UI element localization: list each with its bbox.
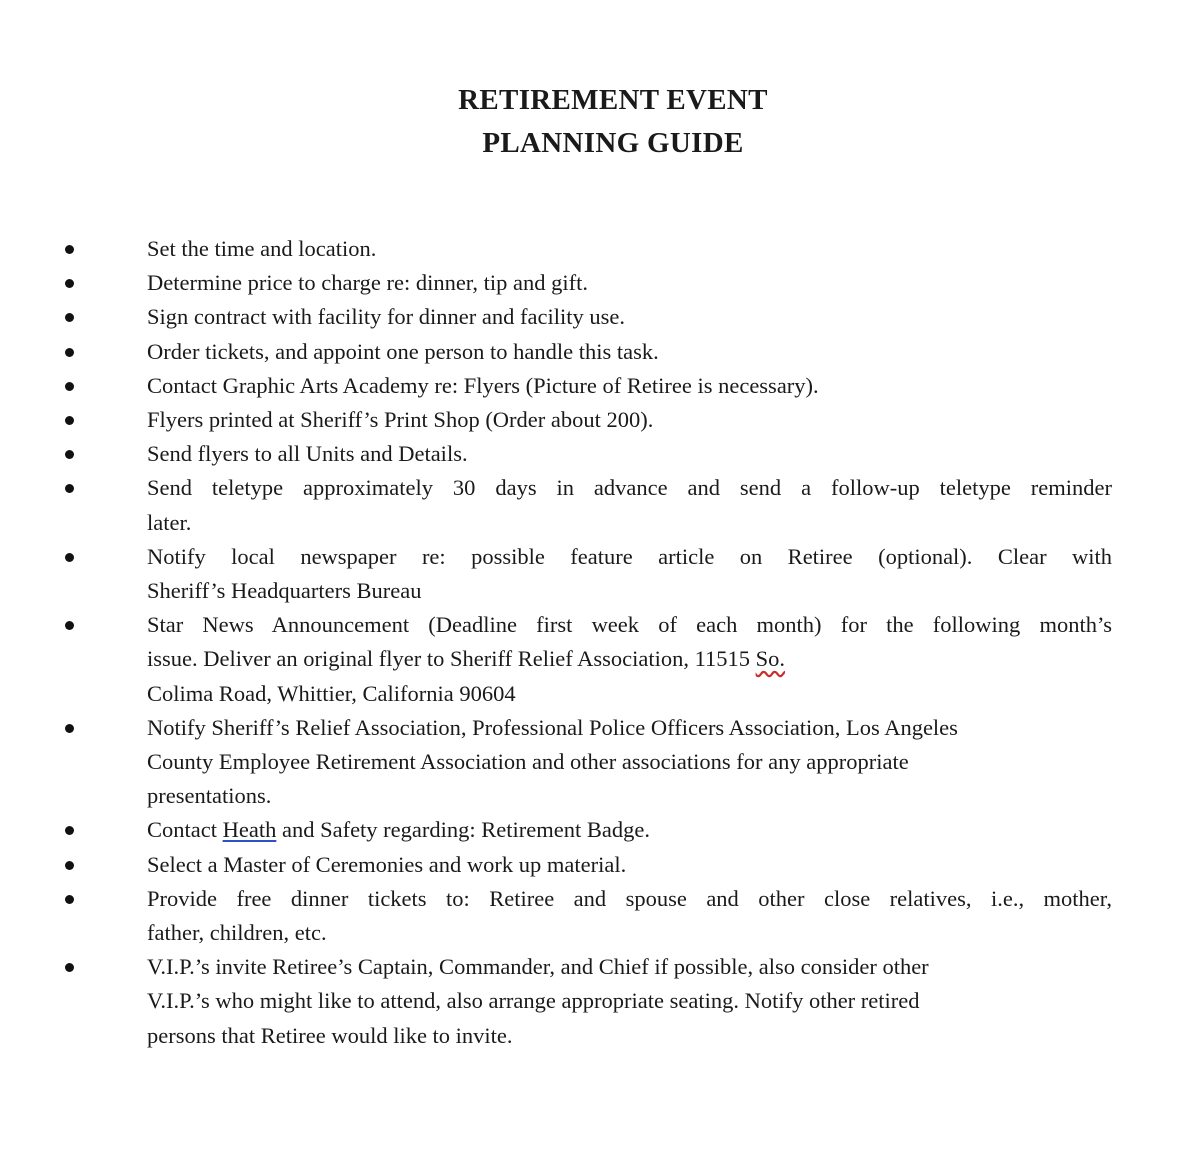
list-item [0, 813, 1198, 847]
bullet-icon [65, 382, 74, 391]
bullet-icon [65, 484, 74, 493]
list-item [0, 711, 1198, 814]
list-item-text: presentations. [147, 783, 272, 809]
bullet-icon [65, 724, 74, 733]
bullet-icon [65, 450, 74, 459]
list-item-text: Star News Announcement (Deadline first week of each month) for the following month’s [147, 612, 1112, 638]
list-item-text: Send teletype approximately 30 days in advance and send a follow-up teletype reminder [147, 475, 1112, 501]
list-item-text: Sheriff’s Headquarters Bureau [147, 578, 422, 604]
list-item-text: later. [147, 509, 192, 535]
list-item-text: Notify Sheriff’s Relief Association, Professional Police Officers Association, Los Angeles [147, 714, 958, 740]
list-item-text: Determine price to charge re: dinner, tip and gift. [147, 270, 589, 296]
bullet-icon [65, 963, 74, 972]
list-item [0, 950, 1198, 1053]
list-item [0, 540, 1198, 608]
document-title-line-2: PLANNING GUIDE [482, 127, 744, 159]
list-item [0, 232, 1198, 266]
list-item-text: Sign contract with facility for dinner and facility use. [147, 304, 625, 330]
list-item [0, 369, 1198, 403]
list-item-text: V.I.P.’s who might like to attend, also arrange appropriate seating. Notify other retired [147, 988, 920, 1014]
list-item-text: issue. Deliver an original flyer to Sheriff Relief Association, 11515 [147, 646, 756, 672]
list-item-text: persons that Retiree would like to invite. [147, 1022, 513, 1048]
list-item [0, 266, 1198, 300]
list-item-text [147, 642, 1118, 676]
list-item-text: Colima Road, Whittier, California 90604 [147, 680, 516, 706]
list-item-text: Set the time and location. [147, 236, 377, 261]
bullet-icon [65, 861, 74, 870]
list-item [0, 403, 1198, 437]
list-item [0, 608, 1198, 711]
list-item-text: father, children, etc. [147, 920, 327, 946]
list-item-text: Flyers printed at Sheriff’s Print Shop (Order about 200). [147, 407, 654, 433]
bullet-icon [65, 553, 74, 562]
list-item-text-post: and Safety regarding: Retirement Badge. [276, 817, 650, 843]
bullet-icon [65, 313, 74, 322]
bullet-icon [65, 348, 74, 357]
checklist [0, 232, 1198, 1053]
list-item [0, 335, 1198, 369]
list-item [0, 882, 1198, 950]
list-item-text: County Employee Retirement Association and other associations for any appropriate [147, 749, 909, 775]
list-item [0, 471, 1198, 539]
list-item [0, 848, 1198, 882]
list-item-text-pre: Contact [147, 817, 223, 843]
grammar-flag-word[interactable]: Heath [222, 817, 277, 843]
list-item-text: Notify local newspaper re: possible feature article on Retiree (optional). Clear with [147, 543, 1112, 569]
list-item-text: Select a Master of Ceremonies and work up material. [147, 851, 627, 877]
bullet-icon [65, 245, 74, 254]
list-item-text: V.I.P.’s invite Retiree’s Captain, Commander, and Chief if possible, also consider other [147, 954, 929, 980]
bullet-icon [65, 416, 74, 425]
list-item [0, 300, 1198, 334]
list-item-text: Provide free dinner tickets to: Retiree and spouse and other close relatives, i.e., mother, [147, 885, 1112, 911]
list-item-text: Order tickets, and appoint one person to handle this task. [147, 338, 659, 364]
list-item-text: Contact Graphic Arts Academy re: Flyers (Picture of Retiree is necessary). [147, 372, 819, 398]
bullet-icon [65, 895, 74, 904]
list-item-text: Send flyers to all Units and Details. [147, 441, 468, 467]
bullet-icon [65, 621, 74, 630]
list-item [0, 437, 1198, 471]
bullet-icon [65, 826, 74, 835]
bullet-icon [65, 279, 74, 288]
document-title-line-1: RETIREMENT EVENT [458, 84, 768, 116]
list-item-text [147, 813, 1118, 847]
spellcheck-word[interactable]: So. [755, 646, 786, 672]
